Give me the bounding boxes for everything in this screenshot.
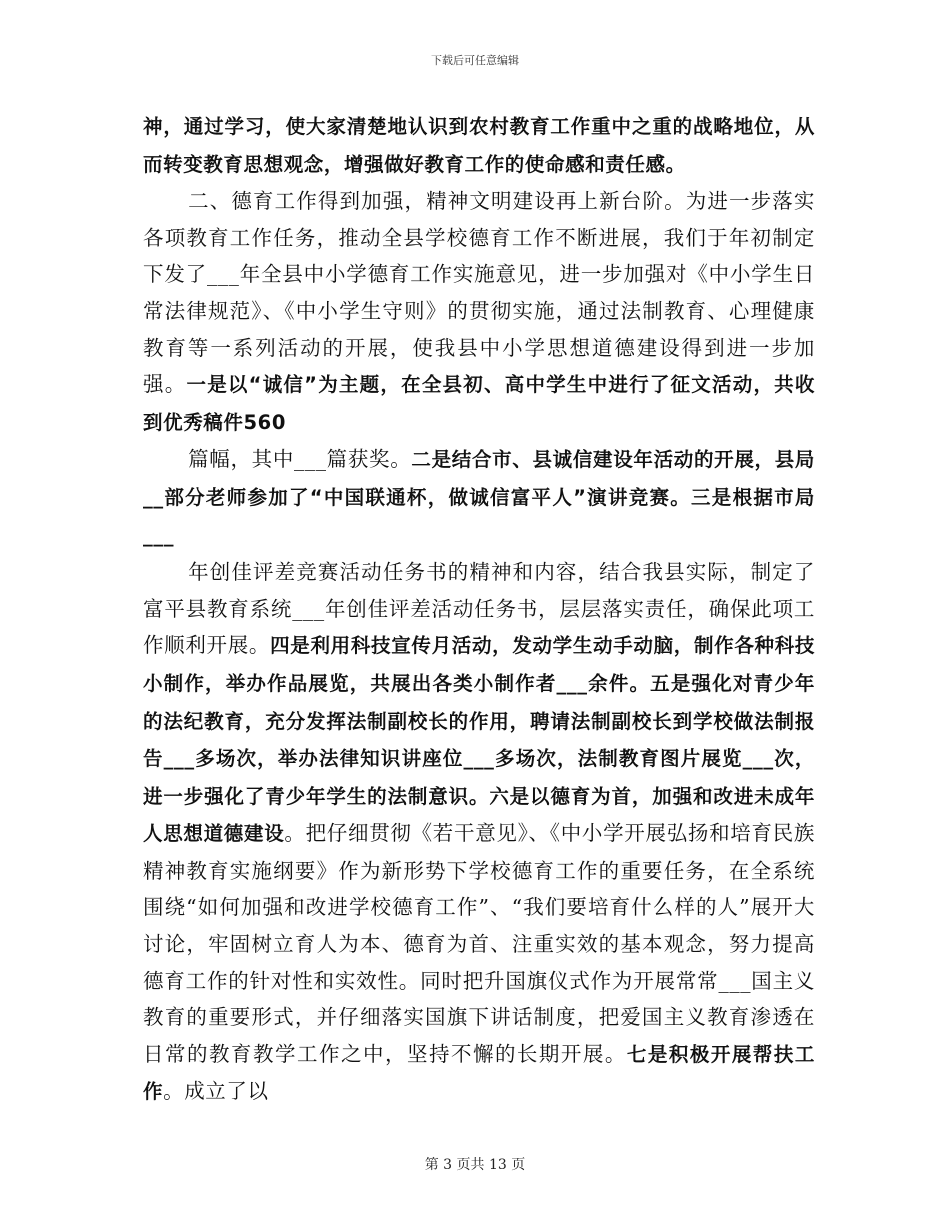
text-run: 二、德育工作得到加强，精神文明建设再上新台阶。为进一步落实各项教育工作任务，推动全县学校德育工作不断进展，我们于年初制定下发了___年全县中小学德育工作实施意见，进一步加强对《中小学生日常法律规范》、《中小学生守则》的贯彻实施，通过法制教育、心理健康教育等一系列活动的开展，使我县中小学思想道德建设得到进一步加强。 [143,189,815,397]
page-header: 下载后可任意编辑 [431,54,519,67]
paragraph [143,554,815,1111]
document-body [143,108,815,1111]
text-run: 年创佳评差竞赛活动任务书的精神和内容，结合我县实际，制定了富平县教育系统___年创佳评差活动任务书，层层落实责任，确保此项工作顺利开展。 [143,560,815,658]
bold-text-run: 神，通过学习，使大家清楚地认识到农村教育工作重中之重的战略地位，从而转变教育思想观念，增强做好教育工作的使命感和责任感。 [143,115,815,176]
paragraph [143,108,815,183]
bold-text-run: 一是以“诚信”为主题，在全县初、高中学生中进行了征文活动，共收到优秀稿件560 [143,373,816,434]
paragraph [143,441,815,554]
bold-text-run: 二是结合市、县诚信建设年活动的开展，县局__部分老师参加了“中国联通杯，做诚信富平人”演讲竞赛。三是根据市局___ [143,448,815,547]
text-run: 。成立了以 [163,1079,269,1104]
bold-text-run: 四是利用科技宣传月活动，发动学生动手动脑，制作各种科技小制作，举办作品展览，共展出各类小制作者___余件。五是强化对青少年的法纪教育，充分发挥法制副校长的作用，聘请法制副校长到学校做法制报告___多场次，举办法律知识讲座位___多场次，法制教育图片展览___次，进一步强化了青少年学生的法制意识。六是以德育为首，加强和改进未成年人思想道德建设 [143,634,815,846]
page-footer: 第 3 页共 13 页 [424,1157,526,1173]
text-run: 。把仔细贯彻《若干意见》、《中小学开展弘扬和培育民族精神教育实施纲要》作为新形势下学校德育工作的重要任务，在全系统围绕“如何加强和改进学校德育工作”、“我们要培育什么样的人”展开大讨论，牢固树立育人为本、德育为首、注重实效的基本观念，努力提高德育工作的针对性和实效性。同时把升国旗仪式作为开展常常___国主义教育的重要形式，并仔细落实国旗下讲话制度，把爱国主义教育渗透在日常的教育教学工作之中，坚持不懈的长期开展。 [143,821,815,1066]
paragraph [143,183,815,441]
bold-text-run: 七是积极开展帮扶工作 [143,1042,815,1104]
text-run: 篇幅，其中___篇获奖。 [188,447,412,472]
